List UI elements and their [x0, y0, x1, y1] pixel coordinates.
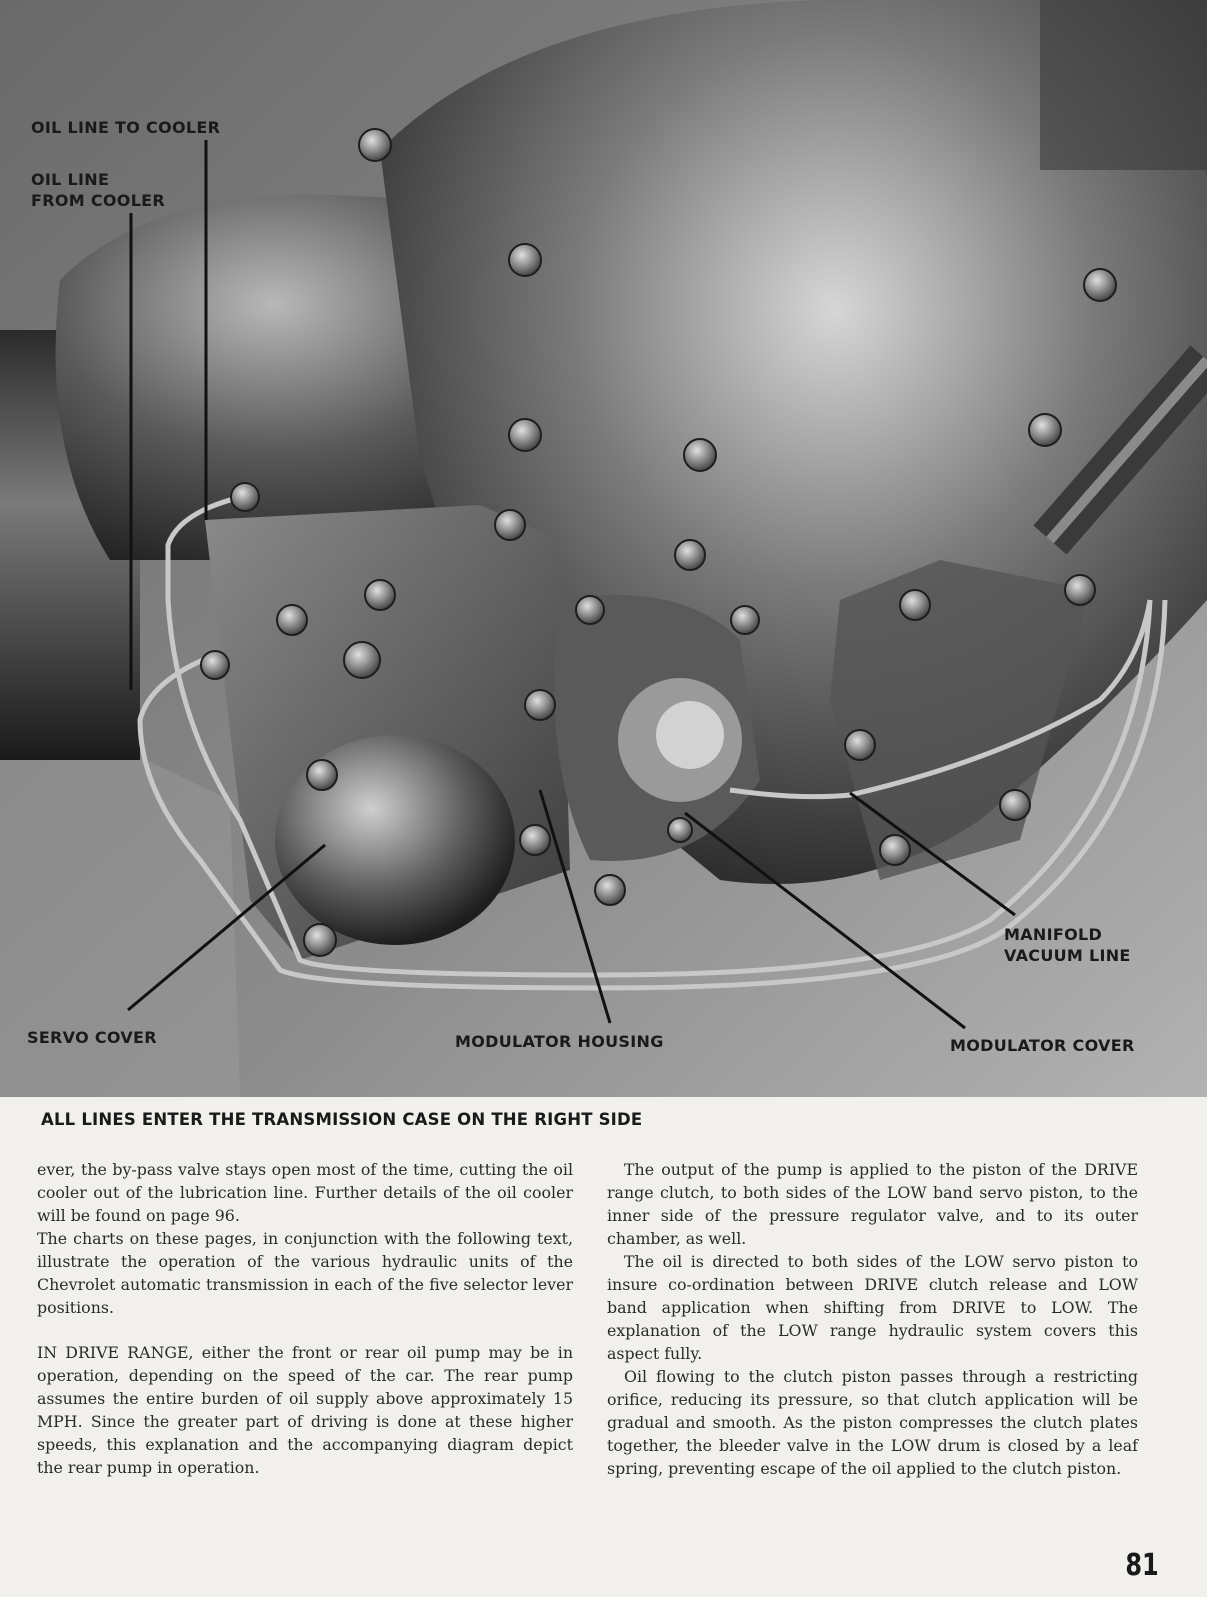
- left-column: [37, 1158, 573, 1479]
- right-paragraph-1: The output of the pump is applied to the piston of the DRIVE range clutch, to both sides of the LOW band servo piston, to the inner side of the pressure regulator valve, and to its outer chamber, as well.: [607, 1160, 1138, 1248]
- left-paragraph-2: The charts on these pages, in conjunction with the following text, illustrate the operation of the various hydraulic units of the Chevrolet automatic transmission in each of the five selector lever positions.: [37, 1229, 573, 1317]
- callout-oil-line-from-cooler-line2: FROM COOLER: [31, 191, 166, 210]
- callout-oil-line-from-cooler-line1: OIL LINE: [31, 170, 110, 189]
- callout-servo-cover: SERVO COVER: [27, 1028, 157, 1047]
- figure-caption: ALL LINES ENTER THE TRANSMISSION CASE ON THE RIGHT SIDE: [41, 1110, 643, 1129]
- callout-manifold-vacuum-line: [1004, 924, 1131, 966]
- callout-oil-line-from-cooler: [31, 169, 165, 211]
- left-paragraph-3: IN DRIVE RANGE, either the front or rear oil pump may be in operation, depending on the speed of the car. The rear pump assumes the entire burden of oil supply above approximately 15 MPH. Since the greater part of driving is done at these higher speeds, this explanation and the accompanying diagram depict the rear pump in operation.: [37, 1343, 573, 1477]
- callout-modulator-housing: MODULATOR HOUSING: [455, 1032, 664, 1051]
- left-paragraph-1: ever, the by-pass valve stays open most of the time, cutting the oil cooler out of the lubrication line. Further details of the oil cooler will be found on page 96.: [37, 1160, 573, 1225]
- callout-manifold-vacuum-line1: MANIFOLD: [1004, 925, 1103, 944]
- callout-manifold-vacuum-line2: VACUUM LINE: [1004, 946, 1131, 965]
- right-column: [607, 1158, 1138, 1480]
- page-number: 81: [1125, 1548, 1159, 1583]
- right-paragraph-2: The oil is directed to both sides of the LOW servo piston to insure co-ordination between DRIVE clutch release and LOW band application when shifting from DRIVE to LOW. The explanation of the LOW range hydraulic system covers this aspect fully.: [607, 1252, 1138, 1363]
- callout-oil-line-to-cooler: OIL LINE TO COOLER: [31, 118, 221, 137]
- callout-modulator-cover: MODULATOR COVER: [950, 1036, 1135, 1055]
- right-paragraph-3: Oil flowing to the clutch piston passes through a restricting orifice, reducing its pressure, so that clutch application will be gradual and smooth. As the piston compresses the clutch plates together, the bleeder valve in the LOW drum is closed by a leaf spring, preventing escape of the oil applied to the clutch piston.: [607, 1367, 1138, 1478]
